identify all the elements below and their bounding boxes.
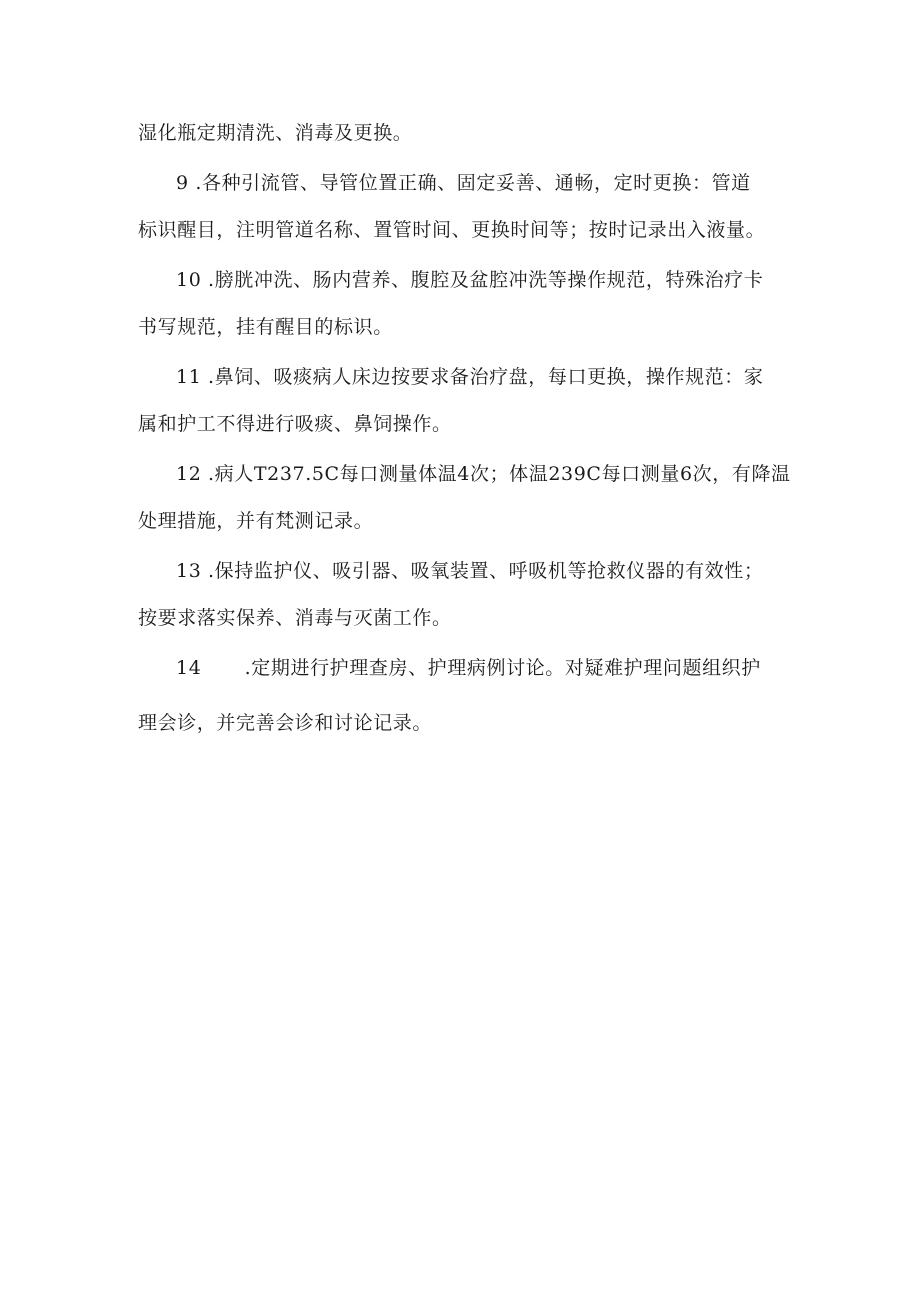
paragraph-11 bbox=[138, 366, 788, 435]
paragraph-line: 处理措施，并有梵测记录。 bbox=[138, 510, 374, 532]
paragraph-line: .鼻饲、吸痰病人床边按要求备治疗盘，每口更换，操作规范：家 bbox=[208, 366, 764, 388]
document-body bbox=[138, 122, 791, 734]
paragraph-line: .病人T237.5C每口测量体温4次；体温239C每口测量6次，有降温 bbox=[208, 463, 791, 485]
paragraph-9 bbox=[138, 172, 788, 241]
paragraph-line: 湿化瓶定期清洗、消毒及更换。 bbox=[138, 122, 413, 144]
item-number: 14 bbox=[176, 657, 202, 679]
item-number: 9 bbox=[176, 172, 189, 194]
paragraph-12 bbox=[138, 463, 791, 532]
paragraph-10 bbox=[138, 269, 788, 338]
paragraph-line: .膀胱冲洗、肠内营养、腹腔及盆腔冲洗等操作规范，特殊治疗卡 bbox=[208, 269, 764, 291]
paragraph-13 bbox=[138, 560, 788, 629]
paragraph-line: 属和护工不得进行吸痰、鼻饲操作。 bbox=[138, 413, 452, 435]
paragraph-8-continuation bbox=[138, 122, 788, 144]
item-number: 11 bbox=[176, 366, 202, 388]
item-number: 12 bbox=[176, 463, 202, 485]
paragraph-line: .保持监护仪、吸引器、吸氧装置、呼吸机等抢救仪器的有效性； bbox=[208, 560, 764, 582]
paragraph-line: 按要求落实保养、消毒与灭菌工作。 bbox=[138, 607, 452, 629]
paragraph-14 bbox=[138, 657, 788, 734]
paragraph-line: 书写规范，挂有醒目的标识。 bbox=[138, 316, 393, 338]
paragraph-line: .定期进行护理查房、护理病例讨论。对疑难护理问题组织护 bbox=[244, 657, 761, 679]
paragraph-line: 理会诊，并完善会诊和讨论记录。 bbox=[138, 712, 433, 734]
paragraph-line: .各种引流管、导管位置正确、固定妥善、通畅，定时更换：管道 bbox=[195, 172, 751, 194]
paragraph-line: 标识醒目，注明管道名称、置管时间、更换时间等；按时记录出入液量。 bbox=[138, 219, 766, 241]
item-number: 10 bbox=[176, 269, 202, 291]
item-number: 13 bbox=[176, 560, 202, 582]
